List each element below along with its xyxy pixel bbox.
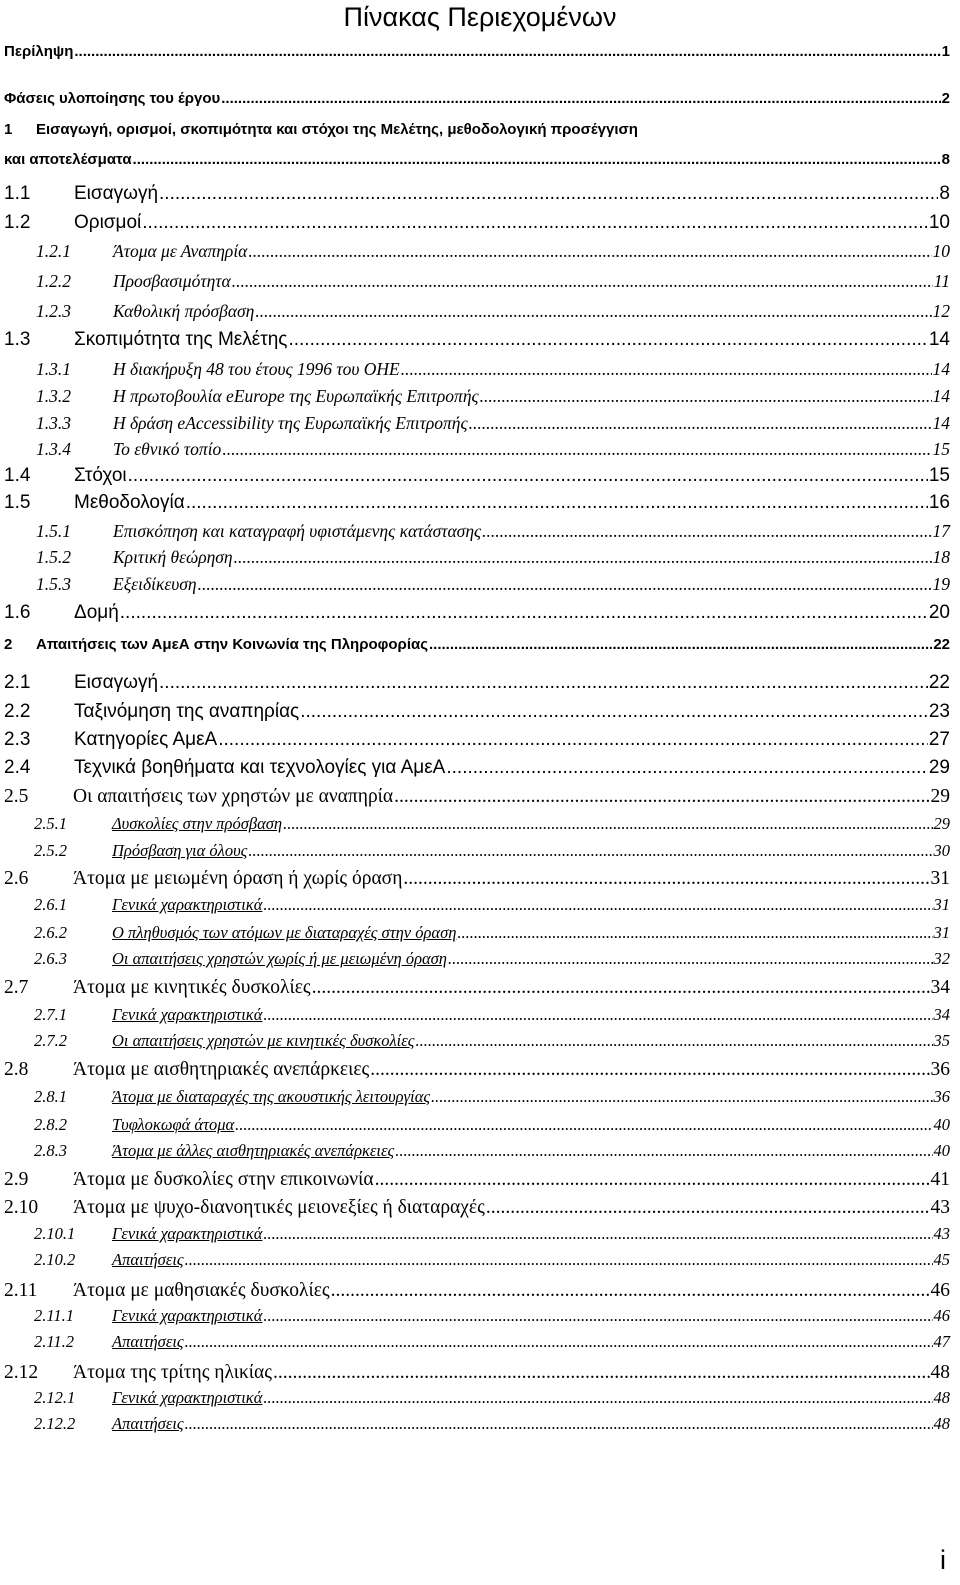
toc-entry-title: Απαιτήσεις [112,1332,184,1351]
toc-entry-page: 19 [932,574,950,594]
toc-entry-title: Άτομα με Αναπηρία [113,241,248,261]
toc-entry-page: 40 [933,1141,950,1160]
toc-entry-title: Η πρωτοβουλία eEurope της Ευρωπαϊκής Επιτροπής [113,386,479,406]
toc-entry-number: 2.7 [4,977,29,998]
toc-entry-title: και αποτελέσματα [4,151,132,168]
toc-entry-title: Τεχνικά βοηθήματα και τεχνολογίες για ΑμεΑ [74,757,446,778]
toc-entry-number: 2.12 [4,1362,39,1383]
toc-entry-number: 1.3.2 [36,386,71,406]
dot-leader [431,1087,932,1107]
toc-entry-number: 1.5.1 [36,521,71,541]
dot-leader [263,1005,932,1025]
dot-leader [185,1414,933,1434]
toc-entry-number: 2 [4,636,13,653]
toc-entry-number: 2.8.1 [34,1087,67,1106]
toc-entry-number: 2.1 [4,672,31,693]
dot-leader [218,729,928,751]
toc-entry-title: Άτομα με ψυχο-διανοητικές μειονεξίες ή διαταραχές [73,1197,485,1218]
toc-entry-number: 2.6 [4,868,29,889]
dot-leader [403,868,929,890]
toc-entry-page: 23 [928,701,950,722]
toc-entry-title: Καθολική πρόσβαση [113,301,255,321]
toc-entry-title: Κριτική θεώρηση [113,547,233,567]
toc-entry-title: Απαιτήσεις [112,1414,184,1433]
toc-entry-number: 2.7.1 [34,1005,67,1024]
dot-leader [263,1306,932,1326]
dot-leader [415,1031,932,1051]
toc-entry-title: Γενικά χαρακτηριστικά [112,895,263,914]
toc-entry-page: 34 [930,977,950,998]
toc-entry-title: Εισαγωγή, ορισμοί, σκοπιμότητα και στόχοι της Μελέτης, μεθοδολογική προσέγγιση [36,121,638,138]
dot-leader [185,1250,933,1270]
toc-entry-title: Δομή [74,602,119,623]
toc-entry-title: Μεθοδολογία [74,492,185,513]
toc-entry-page: 16 [928,492,950,513]
toc-entry-page: 27 [928,729,950,750]
page-number: i [940,1545,946,1575]
dot-leader [232,271,933,292]
dot-leader [248,841,932,861]
dot-leader [401,359,932,380]
dot-leader [263,1224,932,1244]
dot-leader [128,465,928,487]
toc-entry-page: 22 [928,672,950,693]
toc-entry-number: 1.2.1 [36,241,71,261]
dot-leader [133,151,941,168]
toc-entry-page: 14 [928,329,950,350]
dot-leader [221,90,940,107]
toc-entry-page: 15 [932,439,950,459]
dot-leader [482,521,931,542]
toc-entry-number: 2.9 [4,1169,29,1190]
toc-entry-title: Άτομα με αισθητηριακές ανεπάρκειες [73,1059,370,1080]
dot-leader [469,413,932,434]
dot-leader [234,547,932,568]
toc-entry-title: Οι απαιτήσεις των χρηστών με αναπηρία [73,786,394,807]
toc-entry-page: 14 [932,386,950,406]
toc-entry-number: 2.2 [4,701,31,722]
toc-entry-page: 31 [930,868,950,889]
toc-entry-number: 2.10.2 [34,1250,76,1269]
toc-entry-title: Εισαγωγή [74,672,159,693]
dot-leader [300,701,928,723]
dot-leader [331,1280,930,1302]
toc-entry-title: Σκοπιμότητα της Μελέτης [74,329,288,350]
toc-entry-page: 40 [933,1115,950,1134]
toc-entry-number: 1.5.2 [36,547,71,567]
toc-entry-number: 1.5 [4,492,31,513]
toc-entry-number: 2.11.1 [34,1306,75,1325]
toc-entry-title: Άτομα με κινητικές δυσκολίες [73,977,311,998]
dot-leader [394,786,929,808]
toc-entry-title: Ο πληθυσμός των ατόμων με διαταραχές στην όραση [112,923,457,942]
toc-entry-number: 1.3.1 [36,359,71,379]
toc-entry-title: Άτομα με μαθησιακές δυσκολίες [73,1280,330,1301]
toc-entry-page: 35 [933,1031,950,1050]
toc-entry-page: 36 [933,1087,950,1106]
toc-entry-number: 2.3 [4,729,31,750]
toc-entry-number: 2.11.2 [34,1332,75,1351]
dot-leader [159,183,938,205]
toc-entry-page: 48 [933,1388,950,1407]
toc-entry-number: 2.8.3 [34,1141,67,1160]
toc-entry-title: Προσβασιμότητα [113,271,231,291]
toc-entry-page: 2 [941,90,950,107]
dot-leader [273,1362,930,1384]
toc-entry-title: Οι απαιτήσεις χρηστών με κινητικές δυσκολίες [112,1031,415,1050]
page-title: Πίνακας Περιεχομένων [343,2,617,32]
toc-entry-number: 1.5.3 [36,574,71,594]
toc-entry-page: 29 [933,814,950,833]
dot-leader [263,1388,932,1408]
dot-leader [248,241,931,262]
toc-entry-page: 10 [932,241,950,261]
toc-entry-title: Γενικά χαρακτηριστικά [112,1388,263,1407]
toc-entry-page: 29 [928,757,950,778]
toc-entry-number: 2.5.1 [34,814,67,833]
toc-entry-page: 47 [933,1332,950,1351]
toc-entry-title: Γενικά χαρακτηριστικά [112,1005,263,1024]
toc-entry-page: 17 [932,521,950,541]
toc-entry-number: 2.6.1 [34,895,67,914]
toc-entry-page: 31 [933,895,950,914]
toc-entry-title: Φάσεις υλοποίησης του έργου [4,90,221,107]
toc-entry-title: Οι απαιτήσεις χρηστών χωρίς ή με μειωμένη όραση [112,949,447,968]
toc-entry-page: 34 [933,1005,950,1024]
toc-entry-page: 20 [928,602,950,623]
toc-entry-page: 43 [933,1224,950,1243]
toc-entry-page: 22 [933,636,950,653]
dot-leader [457,923,932,943]
toc-entry-title: Άτομα με άλλες αισθητηριακές ανεπάρκειες [112,1141,395,1160]
dot-leader [370,1059,929,1081]
toc-entry-title: Δυσκολίες στην πρόσβαση [112,814,283,833]
toc-entry-title: Απαιτήσεις [112,1250,184,1269]
dot-leader [375,1169,930,1191]
toc-entry-number: 1.6 [4,602,31,623]
toc-entry-page: 41 [930,1169,950,1190]
toc-entry-number: 2.8 [4,1059,29,1080]
toc-entry-page: 31 [933,923,950,942]
dot-leader [198,574,932,595]
toc-entry-page: 43 [930,1197,950,1218]
toc-entry-number: 1.3.4 [36,439,71,459]
dot-leader [480,386,932,407]
toc-entry-number: 1.3 [4,329,31,350]
toc-entry-page: 48 [933,1414,950,1433]
toc-entry-title: Τυφλοκωφά άτομα [112,1115,235,1134]
dot-leader [185,1332,933,1352]
toc-entry-title: Ταξινόμηση της αναπηρίας [74,701,300,722]
dot-leader [142,212,928,234]
dot-leader [288,329,927,351]
toc-entry-page: 15 [928,465,950,486]
toc-entry-page: 11 [933,271,950,291]
toc-entry-number: 2.12.1 [34,1388,76,1407]
dot-leader [486,1197,930,1219]
toc-entry-number: 2.5 [4,786,29,807]
toc-entry-title: Στόχοι [74,465,127,486]
toc-entry-page: 45 [933,1250,950,1269]
dot-leader [395,1141,932,1161]
toc-entry-title: Άτομα της τρίτης ηλικίας [73,1362,272,1383]
toc-entry-title: Περίληψη [4,43,74,60]
toc-entry-number: 1.2 [4,212,31,233]
toc-entry-title: Γενικά χαρακτηριστικά [112,1224,263,1243]
toc-entry-number: 2.4 [4,757,31,778]
toc-entry-title: Απαιτήσεις των ΑμεΑ στην Κοινωνία της Πληροφορίας [36,636,429,653]
toc-entry-page: 36 [930,1059,950,1080]
toc-entry-number: 1.2.2 [36,271,71,291]
toc-entry-page: 30 [933,841,950,860]
toc-entry-number: 2.5.2 [34,841,67,860]
dot-leader [235,1115,932,1135]
dot-leader [120,602,928,624]
toc-entry-number: 1.4 [4,465,31,486]
toc-entry-number: 1.1 [4,183,31,204]
toc-entry-page: 8 [939,183,950,204]
toc-entry-title: Η δράση eAccessibility της Ευρωπαϊκής Επιτροπής [113,413,468,433]
dot-leader [255,301,931,322]
dot-leader [263,895,932,915]
toc-entry-number: 1.2.3 [36,301,71,321]
toc-entry-title: Εξειδίκευση [113,574,197,594]
toc-entry-page: 18 [932,547,950,567]
toc-entry-number: 2.8.2 [34,1115,67,1134]
toc-entry-page: 12 [932,301,950,321]
toc-entry-title: Εισαγωγή [74,183,159,204]
toc-entry-title: Η διακήρυξη 48 του έτους 1996 του ΟΗΕ [113,359,400,379]
dot-leader [74,43,940,60]
toc-entry-number: 2.6.2 [34,923,67,942]
toc-entry-page: 14 [932,359,950,379]
toc-entry-number: 2.11 [4,1280,38,1301]
toc-entry-page: 8 [941,151,950,168]
toc-entry-title: Κατηγορίες ΑμεΑ [74,729,218,750]
toc-entry-title: Πρόσβαση για όλους [112,841,248,860]
toc-entry-title: Επισκόπηση και καταγραφή υφιστάμενης κατάστασης [113,521,482,541]
toc-entry-number: 2.12.2 [34,1414,76,1433]
toc-entry-title: Ορισμοί [74,212,142,233]
toc-entry-number: 2.10.1 [34,1224,76,1243]
toc-entry-page: 10 [928,212,950,233]
toc-entry-number: 2.6.3 [34,949,67,968]
toc-entry-page: 32 [933,949,950,968]
dot-leader [186,492,928,514]
dot-leader [159,672,928,694]
toc-entry-number: 1.3.3 [36,413,71,433]
toc-entry-number: 2.7.2 [34,1031,67,1050]
toc-entry-page: 1 [941,43,950,60]
dot-leader [446,757,928,779]
toc-entry-title: Άτομα με διαταραχές της ακουστικής λειτουργίας [112,1087,431,1106]
dot-leader [283,814,932,834]
dot-leader [222,439,931,460]
toc-entry-page: 46 [933,1306,950,1325]
toc-entry-page: 46 [930,1280,950,1301]
dot-leader [429,636,932,653]
toc-entry-title: Άτομα με μειωμένη όραση ή χωρίς όραση [73,868,403,889]
dot-leader [448,949,933,969]
toc-entry-page: 48 [930,1362,950,1383]
toc-entry-number: 2.10 [4,1197,39,1218]
toc-entry-number: 1 [4,121,13,138]
toc-entry-title: Άτομα με δυσκολίες στην επικοινωνία [73,1169,374,1190]
toc-entry-title: Γενικά χαρακτηριστικά [112,1306,263,1325]
toc-entry-page: 14 [932,413,950,433]
dot-leader [312,977,930,999]
toc-entry-title: Το εθνικό τοπίο [113,439,222,459]
toc-entry-page: 29 [930,786,950,807]
